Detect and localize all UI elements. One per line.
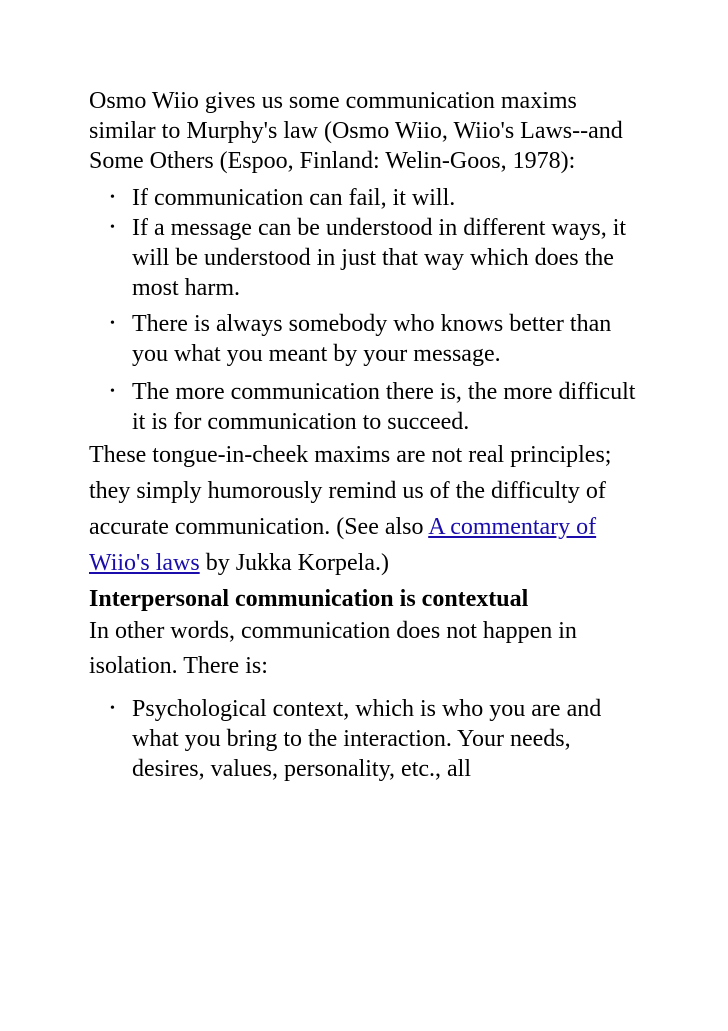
- context-intro-paragraph: In other words, communication does not happen in isolation. There is:: [89, 618, 577, 679]
- list-item: [89, 377, 649, 437]
- bullet-icon: •: [110, 190, 115, 205]
- bullet-icon: •: [110, 384, 115, 399]
- contexts-list: [89, 694, 649, 784]
- wiio-commentary-link[interactable]: A commentary of Wiio's laws: [89, 514, 597, 576]
- maxim-text: If communication can fail, it will.: [132, 185, 456, 211]
- commentary-text-after: by Jukka Korpela.): [199, 550, 389, 576]
- maxim-text: There is always somebody who knows better than you what you meant by your message.: [132, 311, 612, 367]
- document-page: [89, 86, 649, 784]
- section-heading: Interpersonal communication is contextual: [89, 586, 529, 612]
- list-item: [89, 213, 649, 303]
- list-item: [89, 183, 649, 213]
- bullet-icon: •: [110, 220, 115, 235]
- bullet-icon: •: [110, 701, 115, 716]
- intro-paragraph: Osmo Wiio gives us some communication maxims similar to Murphy's law (Osmo Wiio, Wiio's Laws--and Some Others (Espoo, Finland: Welin-Goos, 1978):: [89, 88, 623, 174]
- maxim-text: The more communication there is, the more difficult it is for communication to succeed.: [132, 379, 636, 435]
- bullet-icon: •: [110, 316, 115, 331]
- maxim-text: If a message can be understood in different ways, it will be understood in just that way which does the most harm.: [132, 215, 627, 301]
- list-item: [89, 309, 649, 369]
- commentary-text-before: These tongue-in-cheek maxims are not real principles; they simply humorously remind us of the difficulty of accurate communication. (See also: [89, 442, 612, 540]
- context-text: Psychological context, which is who you are and what you bring to the interaction. Your needs, desires, values, personality, etc., all: [132, 696, 602, 782]
- maxims-list: [89, 183, 649, 437]
- commentary-paragraph: [89, 437, 649, 581]
- list-item: [89, 694, 649, 784]
